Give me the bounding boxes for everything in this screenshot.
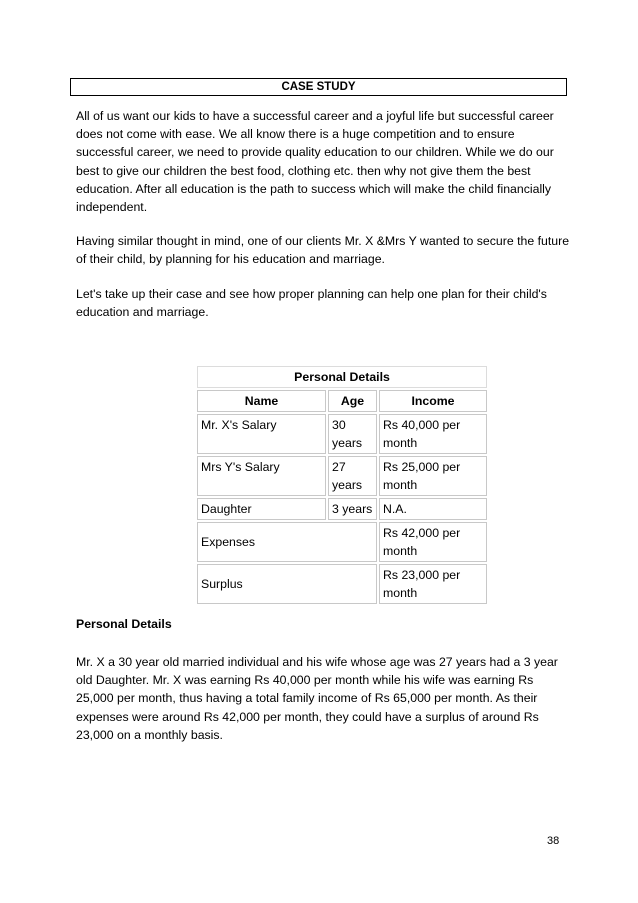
cell-age: 30 years xyxy=(328,414,377,454)
cell-name: Daughter xyxy=(197,498,326,520)
case-study-header: CASE STUDY xyxy=(70,78,567,96)
summary-row xyxy=(197,564,487,604)
cell-name: Mr. X's Salary xyxy=(197,414,326,454)
personal-details-paragraph: Mr. X a 30 year old married individual and his wife whose age was 27 years had a 3 year old Daughter. Mr. X was earning Rs 40,000 per month while his wife was earning Rs 25,000 per month, thus having a total family income of Rs 65,000 per month. As their expenses were around Rs 42,000 per month, they could have a surplus of around Rs 23,000 on a monthly basis. xyxy=(76,655,558,742)
column-header-income: Income xyxy=(379,390,487,412)
personal-details-table xyxy=(195,364,489,606)
expenses-value: Rs 42,000 per month xyxy=(379,522,487,562)
section-title: Personal Details xyxy=(76,617,172,631)
surplus-label: Surplus xyxy=(197,564,377,604)
cell-name: Mrs Y's Salary xyxy=(197,456,326,496)
plan-paragraph: Let's take up their case and see how proper planning can help one plan for their child's education and marriage. xyxy=(76,287,547,320)
page-number: 38 xyxy=(547,835,560,847)
table-row xyxy=(197,414,487,454)
table-title: Personal Details xyxy=(197,366,487,388)
cell-age: 27 years xyxy=(328,456,377,496)
expenses-label: Expenses xyxy=(197,522,377,562)
column-header-name: Name xyxy=(197,390,326,412)
cell-age: 3 years xyxy=(328,498,377,520)
intro-paragraph: All of us want our kids to have a successful career and a joyful life but successful career does not come with ease. We all know there is a huge competition and to ensure successful career, we need to provide quality education to our children. While we do our best to give our children the best food, clothing etc. then why not give them the best education. After all education is the path to success which will make the child financially independent. xyxy=(76,109,554,215)
table-row xyxy=(197,456,487,496)
cell-income: Rs 40,000 per month xyxy=(379,414,487,454)
clients-paragraph: Having similar thought in mind, one of our clients Mr. X &Mrs Y wanted to secure the future of their child, by planning for his education and marriage. xyxy=(76,234,570,267)
table-row xyxy=(197,498,487,520)
cell-income: Rs 25,000 per month xyxy=(379,456,487,496)
cell-income: N.A. xyxy=(379,498,487,520)
surplus-value: Rs 23,000 per month xyxy=(379,564,487,604)
column-header-age: Age xyxy=(328,390,377,412)
summary-row xyxy=(197,522,487,562)
